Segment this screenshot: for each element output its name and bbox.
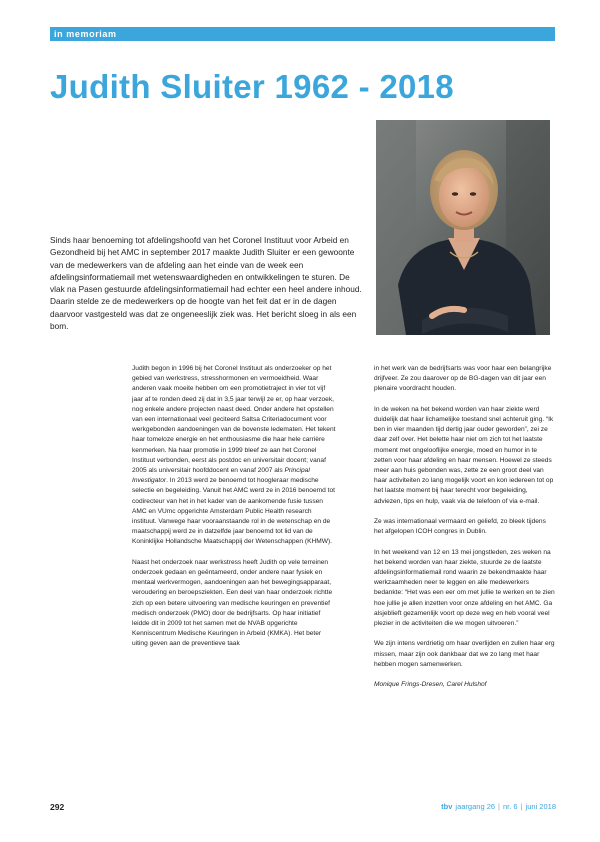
separator: | [498, 802, 500, 811]
page-number: 292 [50, 802, 65, 812]
intro-paragraph: Sinds haar benoeming tot afdelingshoofd van het Coronel Instituut voor Arbeid en Gezondheid bij het AMC in september 2017 maakte Judith Sluiter er een gewoonte van de medewerkers van de afdeling aan het einde van de week een afdelingsinformatiemail met wetenswaardigheden en ontwikkelingen te sturen. De vlak na Pasen gestuurde afdelingsinformatiemail had echter een heel andere inhoud. Daarin stelde ze de medewerkers op de hoogte van het feit dat er in de dagen daarvoor vastgesteld was dat ze ongeneeslijk ziek was. Het bericht sloeg in als een bom. [50, 235, 362, 332]
paragraph: We zijn intens verdrietig om haar overlijden en zullen haar erg missen, maar zijn ook dankbaar dat we zo lang met haar hebben mogen samenwerken. [374, 640, 555, 668]
paragraph: Judith begon in 1996 bij het Coronel Instituut als onderzoeker op het gebied van werkstress, stresshormonen en vermoeidheid. Waar anderen vaak moeite hebben om een promotietraject in vier tot vijf jaar af te ronden deed zij dat in 3,5 jaar terwijl ze er, op haar verzoek, nog enkele andere projecten naast deed. Onder andere het opstellen van een internationaal veel geciteerd Saltsa Criteriadocument voor werkgebonden aandoeningen van de bovenste ledematen. Het tekent haar tomeloze energie en het enthousiasme die haar hele carrière kenmerken. Na haar promotie in 1999 bleef ze aan het Coronel Instituut verbonden, eerst als postdoc en universitair docent; vanaf 2005 als universitair hoofddocent en vanaf 2007 als Principal Investigator. In 2013 werd ze benoemd tot hoogleraar medische selectie en begeleiding. Vanuit het AMC werd ze in 2016 benoemd tot codirecteur van het in het kader van de aankomende fusie tussen AMC en VUmc opgerichte Amsterdam Public Health research instituut. Vanwege haar vooraanstaande rol in de wetenschap en de maatschappij werd ze in datzelfde jaar benoemd tot lid van de Koninklijke Hollandsche Maatschappij der Wetenschappen (KHMW). [132, 365, 336, 546]
page-title: Judith Sluiter 1962 - 2018 [50, 68, 454, 105]
article-column-left [132, 364, 337, 660]
portrait-photo [376, 120, 550, 335]
section-label: in memoriam [50, 27, 555, 41]
article-column-right [374, 364, 556, 701]
journal-issue: nr. 6 [503, 802, 518, 811]
page-footer [50, 801, 556, 813]
separator: | [520, 802, 523, 811]
paragraph: In het weekend van 12 en 13 mei jongstleden, zes weken na het bekend worden van haar ziekte, stuurde ze de laatste afdelingsinformatiemail rond waarin ze bekendmaakte haar werkzaamheden neer te leggen en alle medewerkers bedankte: “Het was een eer om met jullie te werken en te zien hoe jullie je allen inzetten voor onze afdeling en het AMC. Ga alsjeblieft gezamenlijk voort op deze weg en heb vooral veel plezier in de activiteiten die we mogen uitvoeren.” [374, 548, 555, 628]
paragraph: Naast het onderzoek naar werkstress heeft Judith op vele terreinen onderzoek gedaan en geëntameerd, onder andere naar fysiek en mentaal werkvermogen, aandoeningen aan het bewegingsapparaat, veroudering en beroepsziekten. Een deel van haar onderzoek richtte zich op een betere uitvoering van medische keuringen en preventief medisch onderzoek (PMO) door de bedrijfsarts. Op haar initiatief leidde dit in 2009 tot het samen met de NVAB opgerichte Kenniscentrum Medische Keuringen in Arbeid (KMKA). Het beter uiting geven aan de preventieve taak [132, 558, 333, 648]
paragraph: Ze was internationaal vermaard en geliefd, zo bleek tijdens het afgelopen ICOH congres in Dublin. [374, 518, 546, 536]
signature: Monique Frings-Dresen, Carel Hulshof [374, 681, 487, 689]
journal-brand: tbv [441, 802, 453, 811]
journal-date: juni 2018 [525, 802, 556, 811]
paragraph: in het werk van de bedrijfsarts was voor haar een belangrijke drijfveer. Ze zou daarover op de BG-dagen van dit jaar een plenaire voordracht houden. [374, 365, 552, 393]
journal-meta [441, 801, 556, 813]
paragraph: In de weken na het bekend worden van haar ziekte werd duidelijk dat haar lichamelijke toestand snel achteruit ging. “Ik ben in vier maanden tijd dertig jaar ouder geworden”, zei ze daar zelf over. Het belette haar niet om zich tot het laatste moment met ongelooflijke energie, moed en humor in te zetten voor haar afdeling en haar mensen. Hoewel ze steeds meer aan huis gebonden was, zette ze een groot deel van haar activiteiten zo lang mogelijk voort en kon iedereen tot op het laatste moment bij haar terecht voor begeleiding, adviezen, tips en hulp, vaak via de telefoon of via e-mail. [374, 405, 554, 505]
journal-volume: jaargang 26 [455, 802, 496, 811]
